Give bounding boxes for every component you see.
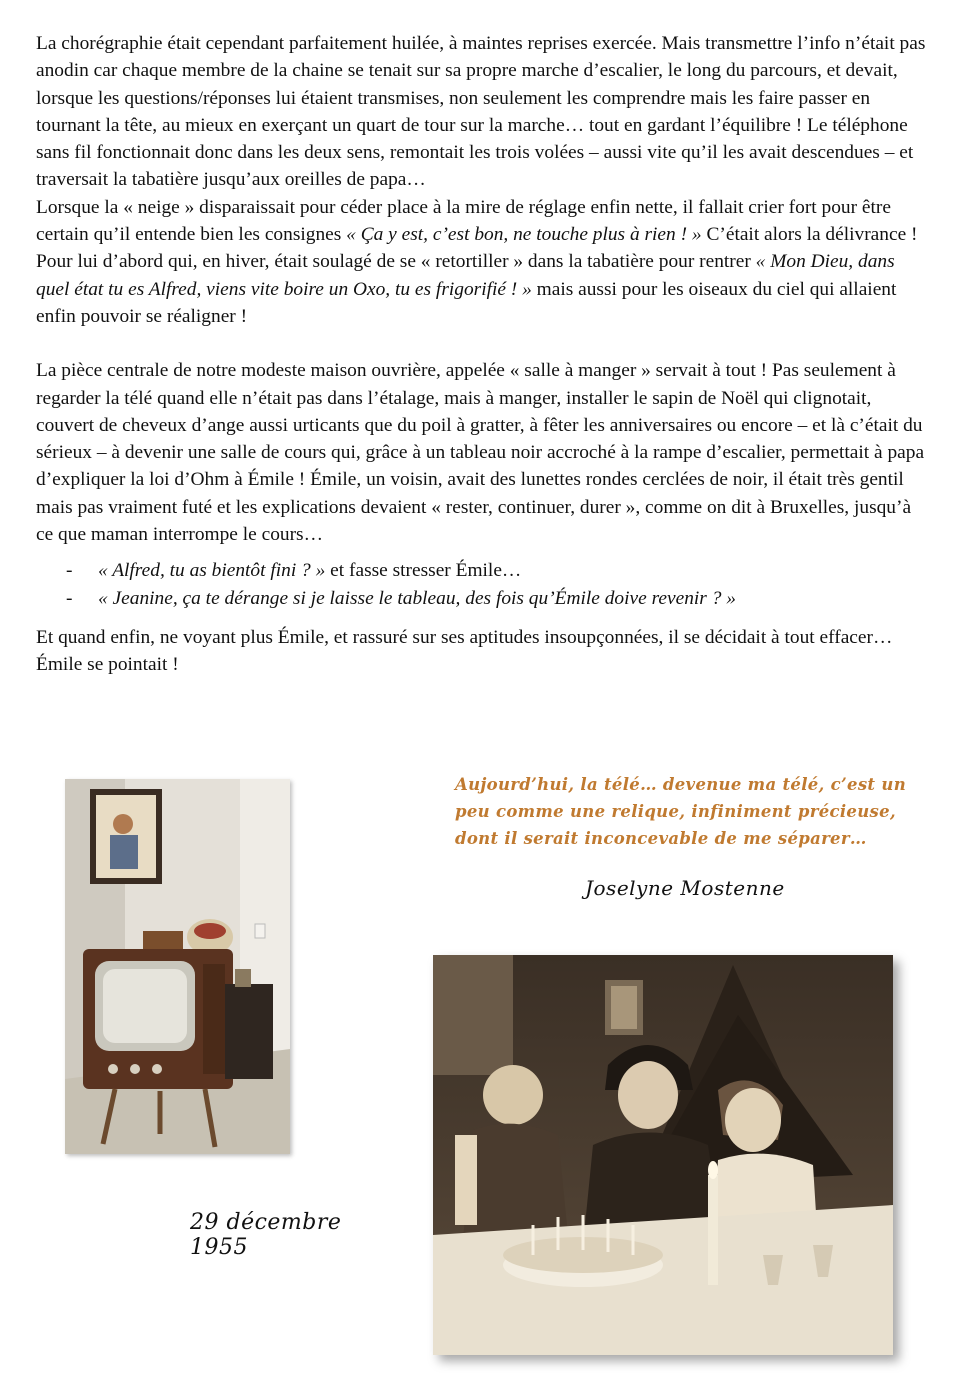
dialog-item-alfred bbox=[66, 557, 926, 584]
dialog-item-alfred-rest: et fasse stresser Émile… bbox=[325, 560, 522, 582]
author-signature: Joselyne Mostenne bbox=[585, 876, 785, 900]
paragraph-neige-start: Lorsque la « neige » disparaissait pour céder place à la mire de réglage enfin nette, il fallait crier fort pour être certain qu’il entende bien les consignes bbox=[36, 196, 891, 246]
photo-caption-date: 29 décembre 1955 bbox=[190, 1210, 342, 1260]
quote-jeanine: « Jeanine, ça te dérange si je laisse le tableau, des fois qu’Émile doive revenir ? » bbox=[98, 587, 736, 609]
quote-line-3: dont il serait inconcevable de me séparer… bbox=[455, 829, 867, 848]
quote-alfred: « Alfred, tu as bientôt fini ? » bbox=[98, 560, 326, 582]
photo-television bbox=[65, 779, 290, 1154]
paragraph-conclusion: Et quand enfin, ne voyant plus Émile, et rassuré sur ses aptitudes insoupçonnées, il se décidait à tout effacer… Émile se pointait ! bbox=[36, 626, 893, 676]
article-text bbox=[36, 30, 926, 679]
quote-mon-dieu: « Mon Dieu, dans quel état tu es Alfred, viens vite boire un Oxo, tu es frigorifié ! » bbox=[36, 251, 895, 300]
paragraph-neige bbox=[36, 194, 926, 330]
dialog-item-jeanine bbox=[66, 585, 926, 612]
television-illustration bbox=[65, 779, 290, 1154]
paragraph-salle-a-manger: La pièce centrale de notre modeste maison ouvrière, appelée « salle à manger » servait à tout ! Pas seulement à regarder la télé quand elle n’était pas dans l’étalage, mais à manger, installer le sapin de Noël qui clignotait, couvert de cheveux d’ange aussi urticants que du poil à gratter, à fêter les anniversaires ou encore – et là c’était du sérieux – à devenir une salle de cours qui, grâce à un tableau noir accroché à la rampe d’escalier, permettait à papa d’expliquer la loi d’Ohm à Émile ! Émile, un voisin, avait des lunettes rondes cerclées de noir, il était très gentil mais pas vraiment futé et les explications devaient « rester, continuer, durer », comme on dit à Bruxelles, jusqu’à ce que maman interrompe le cours… bbox=[36, 360, 925, 546]
quote-line-2: peu comme une relique, infiniment précieuse, bbox=[455, 802, 896, 821]
paragraph-choreography: La chorégraphie était cependant parfaitement huilée, à maintes reprises exercée. Mais transmettre l’info n’était pas anodin car chaque membre de la chaine se tenait sur sa propre marche d’escalier, le long du parcours, et devait, lorsque les questions/réponses lui étaient transmises, non seulement les comprendre mais les faire passer en tournant la tête, au mieux en exerçant un quart de tour sur la marche… tout en gardant l’équilibre ! Le téléphone sans fil fonctionnait donc dans les deux sens, remontait les trois volées – aussi vite qu’il les avait descendues – et traversait la tabatière jusqu’aux oreilles de papa… bbox=[36, 33, 926, 191]
dialog-list bbox=[36, 557, 926, 612]
paragraph-gap bbox=[36, 330, 926, 357]
photo-birthday bbox=[433, 955, 893, 1355]
paragraph-neige-middle: C’était alors la délivrance ! Pour lui d’abord qui, en hiver, était soulagé de se « retortiller » dans la tabatière pour rentrer bbox=[36, 224, 918, 273]
quote-line-1: Aujourd’hui, la télé… devenue ma télé, c’est un bbox=[455, 775, 906, 794]
quote-ca-y-est: « Ça y est, c’est bon, ne touche plus à rien ! » bbox=[346, 224, 702, 246]
closing-quote bbox=[455, 771, 915, 852]
paragraph-neige-end: mais aussi pour les oiseaux du ciel qui allaient enfin pouvoir se réaligner ! bbox=[36, 278, 897, 327]
birthday-illustration bbox=[433, 955, 893, 1355]
